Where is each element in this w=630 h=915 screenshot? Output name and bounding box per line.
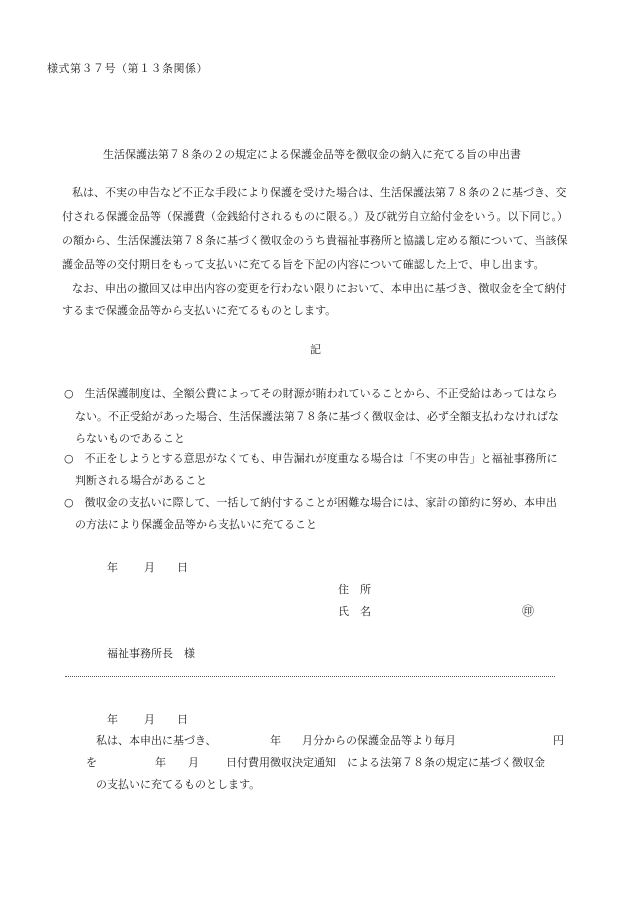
lower-date-month: 月 xyxy=(144,713,155,726)
name-label: 氏 名 xyxy=(338,605,371,618)
item-line: の方法により保護金品等から支払いに充てること xyxy=(75,518,317,531)
form-number: 様式第３７号（第１３条関係） xyxy=(47,62,208,75)
intro-line: なお、申出の撤回又は申出内容の変更を行わない限りにおいて、本申出に基づき、徴収金を全て納付 xyxy=(72,282,567,295)
lower-line1-year: 年 xyxy=(270,734,281,747)
item-line: らないものであること xyxy=(75,432,185,445)
date-day: 日 xyxy=(177,561,188,574)
lower-line2-year: 年 xyxy=(155,756,166,769)
lower-line3: の支払いに充てるものとします。 xyxy=(96,778,261,791)
item-line: ○ 徴収金の支払いに際して、一括して納付することが困難な場合には、家計の節約に努め、本申出 xyxy=(64,496,557,509)
address-label: 住 所 xyxy=(338,583,371,596)
lower-line2-month: 月 xyxy=(188,756,199,769)
document-title: 生活保護法第７８条の２の規定による保護金品等を徴収金の納入に充てる旨の申出書 xyxy=(103,148,521,161)
intro-line: 護金品等の交付期日をもって支払いに充てる旨を下記の内容について確認した上で、申し出ます。 xyxy=(62,258,545,271)
ki-heading: 記 xyxy=(310,343,321,356)
lower-line1-b: 月分からの保護金品等より毎月 xyxy=(302,734,456,747)
dotted-separator xyxy=(65,676,555,677)
lower-line2-text: 日付費用徴収決定通知 による法第７８条の規定に基づく徴収金 xyxy=(226,756,545,769)
date-year: 年 xyxy=(107,561,118,574)
item-line: 判断される場合があること xyxy=(75,474,207,487)
intro-line: の額から、生活保護法第７８条に基づく徴収金のうち貴福祉事務所と協議し定める額について、当該保 xyxy=(62,234,568,247)
lower-date-day: 日 xyxy=(177,713,188,726)
lower-date-year: 年 xyxy=(107,713,118,726)
date-month: 月 xyxy=(144,561,155,574)
intro-line: するまで保護金品等から支払いに充てるものとします。 xyxy=(62,304,337,317)
intro-line: 付される保護金品等（保護費（金銭給付されるものに限る。）及び就労自立給付金をいう。以下同じ。） xyxy=(62,210,568,223)
item-line: ○ 生活保護制度は、全額公費によってその財源が賄われていることから、不正受給はあってはなら xyxy=(64,387,558,400)
lower-line1-a: 私は、本申出に基づき、 xyxy=(96,734,217,747)
item-line: ○ 不正をしようとする意思がなくても、申告漏れが度重なる場合は「不実の申告」と福祉事務所に xyxy=(64,452,558,465)
seal-mark: ㊞ xyxy=(522,604,535,618)
intro-line: 私は、不実の申告など不正な手段により保護を受けた場合は、生活保護法第７８条の２に基づき、交 xyxy=(72,186,567,199)
addressee: 福祉事務所長 様 xyxy=(107,647,195,660)
lower-line2-wo: を xyxy=(86,756,97,769)
item-line: ない。不正受給があった場合、生活保護法第７８条に基づく徴収金は、必ず全額支払わなければな xyxy=(75,410,559,423)
lower-line1-yen: 円 xyxy=(553,734,564,747)
